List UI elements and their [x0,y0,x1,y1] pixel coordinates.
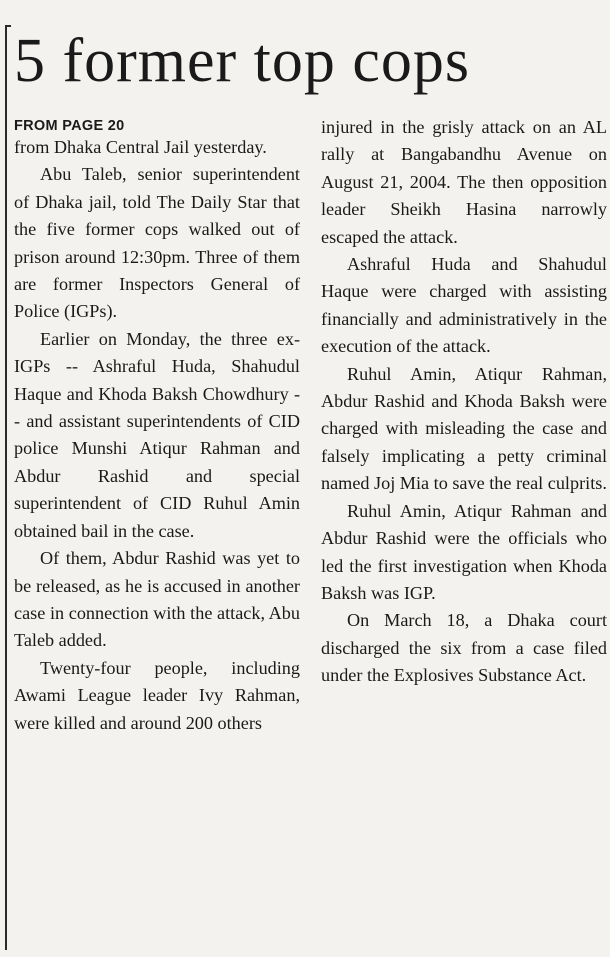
paragraph: Twenty-four people, including Awami League leader Ivy Rahman, were killed and around 200 others [14,657,300,733]
paragraph: Earlier on Monday, the three ex-IGPs -- Ashraful Huda, Shahudul Haque and Khoda Baksh Chowdhury -- and assistant superintendents of CID police Munshi Atiqur Rahman and Abdur Rashid and special superintendent of CID Ruhul Amin obtained bail in the case. [14,328,300,541]
paragraph: Abu Taleb, senior superintendent of Dhaka jail, told The Daily Star that the five former cops walked out of prison around 12:30pm. Three of them are former Inspectors General of Police (IGPs). [14,164,300,322]
paragraph: injured in the grisly attack on an AL rally at Bangabandhu Avenue on August 21, 2004. The then opposition leader Sheikh Hasina narrowly escaped the attack. [321,117,607,247]
paragraph: Of them, Abdur Rashid was yet to be released, as he is accused in another case in connection with the attack, Abu Taleb added. [14,548,300,651]
paragraph: Ashraful Huda and Shahudul Haque were charged with assisting financially and administratively in the execution of the attack. [321,254,607,357]
article-column-right [321,114,607,690]
clipping-border-top [5,25,11,27]
headline: 5 former top cops [14,27,471,95]
article-column-left [14,118,300,737]
kicker-from-page: FROM PAGE 20 [14,118,125,134]
paragraph: Ruhul Amin, Atiqur Rahman and Abdur Rashid were the officials who led the first investigation when Khoda Baksh was IGP. [321,500,607,603]
paragraph: Ruhul Amin, Atiqur Rahman, Abdur Rashid and Khoda Baksh were charged with misleading the case and falsely implicating a petty criminal named Joj Mia to save the real culprits. [321,363,607,494]
paragraph: On March 18, a Dhaka court discharged the six from a case filed under the Explosives Substance Act. [321,610,607,686]
paragraph: from Dhaka Central Jail yesterday. [14,137,267,157]
clipping-border-left [5,25,7,950]
